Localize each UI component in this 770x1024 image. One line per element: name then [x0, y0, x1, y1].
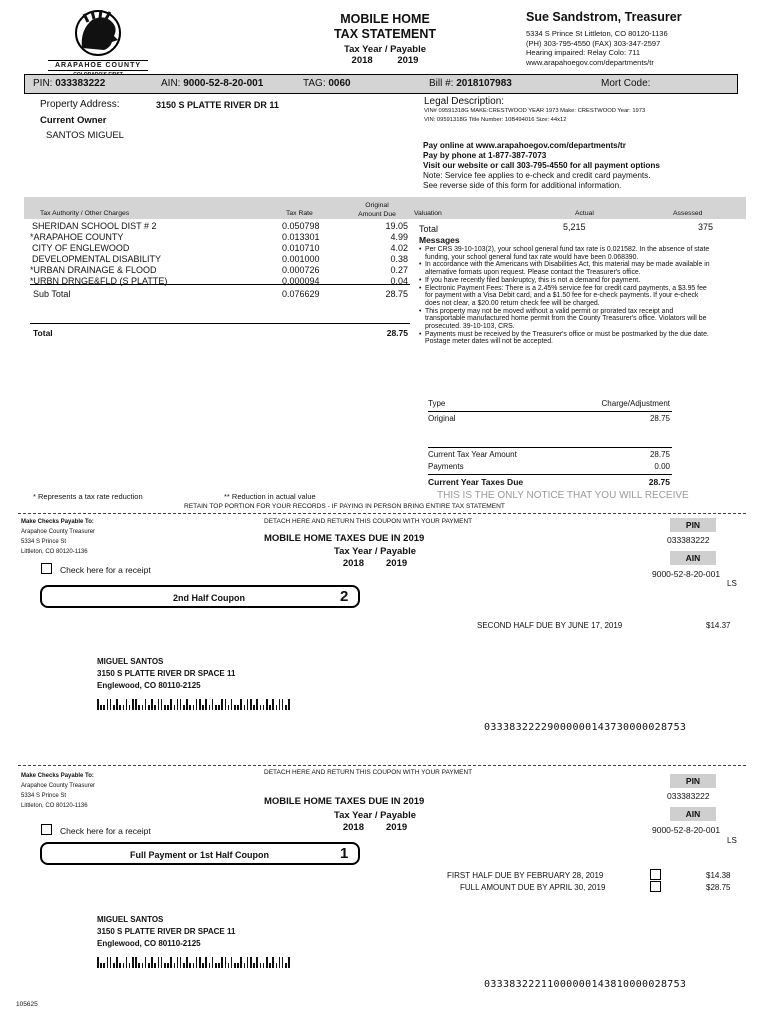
form-number: 105625 — [16, 1001, 38, 1008]
barcode-bar — [272, 699, 274, 710]
perforation-line — [18, 765, 746, 766]
message-item: • Per CRS 39-10-103(2), your school general fund tax rate is 0.021582. In the absence of state funding, your school general fund tax rate would have been 0.068390. — [419, 246, 714, 261]
bill-label: Bill #: — [429, 78, 454, 89]
col-assessed: Assessed — [673, 210, 703, 217]
receipt-label: Check here for a receipt — [60, 826, 151, 836]
barcode-bar — [256, 699, 258, 710]
message-item: • Payments must be received by the Treasurer's office or must be postmarked by the due date. Postage meter dates will not be accepted. — [419, 331, 714, 346]
retain-note: RETAIN TOP PORTION FOR YOUR RECORDS - IF PAYING IN PERSON BRING ENTIRE TAX STATEMENT — [184, 503, 505, 510]
row-authority: *ARAPAHOE COUNTY — [30, 232, 124, 242]
barcode-bar — [244, 963, 246, 968]
barcode-bar — [279, 957, 281, 968]
actual-reduction-note: ** Reduction in actual value — [224, 492, 316, 501]
valuation-total-label: Total — [419, 224, 439, 234]
barcode-bar — [158, 699, 160, 710]
message-item: • Electronic Payment Fees: There is a 2.45% service fee for credit card payments, a $3.95 fee for payment with a Visa Debit card, and a $1.50 fee for e-check payments. If your e-check does not clear, a $20.00 return check fee will be charged. — [419, 285, 714, 308]
county-seal-icon — [48, 10, 148, 56]
barcode-bar — [205, 699, 207, 710]
barcode-bar — [123, 705, 125, 710]
barcode-bar — [266, 957, 268, 968]
barcode-bar — [196, 957, 198, 968]
bill-value: 2018107983 — [456, 78, 512, 89]
total-label: Total — [33, 328, 53, 338]
tag-value: 0060 — [328, 78, 351, 89]
coupon-year: 2018 — [342, 822, 364, 833]
payee-address-2: Littleton, CO 80120-1136 — [21, 803, 88, 809]
barcode-bar — [180, 957, 182, 968]
table-row — [30, 265, 410, 276]
coupon-tax-year — [330, 546, 420, 570]
valuation-actual: 5,215 — [563, 222, 586, 232]
coupon-label: Full Payment or 1st Half Coupon — [130, 850, 270, 860]
barcode-bar — [231, 957, 233, 968]
charges-original-label: Original — [428, 414, 456, 423]
barcode-bar — [132, 699, 134, 710]
coupon-pin: 033383222 — [667, 791, 710, 801]
mailing-address — [97, 656, 235, 692]
barcode-bar — [202, 705, 204, 710]
barcode-bar — [263, 963, 265, 968]
messages-list — [419, 246, 714, 346]
barcode-bar — [228, 963, 230, 968]
total-rule — [30, 323, 410, 324]
pay-reverse: See reverse side of this form for additional information. — [423, 181, 622, 190]
barcode-bar — [177, 957, 179, 968]
message-text: Electronic Payment Fees: There is a 2.45% service fee for credit card payments, a $3.95 fee for payment with a Visa Debit card, and a $1.50 fee for e-check payments. If your e-check does not clear, a $20.00 return check fee will be charged. — [425, 284, 707, 307]
message-text: If you have recently filed bankruptcy, this is not a demand for payment. — [425, 276, 641, 284]
coupon-payable-year: 2019 — [386, 558, 408, 569]
barcode-bar — [212, 957, 214, 968]
coupon-label-box — [40, 585, 360, 608]
coupon-ain: 9000-52-8-20-001 — [652, 569, 721, 579]
treasurer-info — [526, 10, 766, 67]
payments-amount: 0.00 — [654, 462, 670, 471]
pay-note: Note: Service fee applies to e-check and credit card payments. — [423, 171, 651, 180]
barcode-bar — [253, 963, 255, 968]
barcode-bar — [218, 705, 220, 710]
col-original-2: Amount Due — [358, 211, 396, 218]
coupon-tax-year — [330, 810, 420, 834]
row-authority: CITY OF ENGLEWOOD — [32, 243, 130, 253]
message-item: • If you have recently filed bankruptcy, this is not a demand for payment. — [419, 277, 714, 285]
barcode-bar — [142, 963, 144, 968]
col-actual: Actual — [575, 210, 594, 217]
barcode-bar — [247, 699, 249, 710]
postal-barcode — [97, 698, 290, 710]
barcode-bar — [240, 699, 242, 710]
barcode-bar — [269, 963, 271, 968]
tax-year-payable-label: Tax Year / Payable — [343, 44, 427, 55]
legal-description-label: Legal Description: — [424, 96, 505, 107]
barcode-bar — [202, 963, 204, 968]
barcode-bar — [161, 699, 163, 710]
only-notice: THIS IS THE ONLY NOTICE THAT YOU WILL RECEIVE — [437, 490, 689, 501]
barcode-bar — [177, 699, 179, 710]
barcode-bar — [145, 699, 147, 710]
table-row — [30, 254, 410, 265]
row-rate: 0.013301 — [282, 232, 320, 242]
coupon-number: 1 — [340, 845, 349, 862]
barcode-bar — [269, 705, 271, 710]
make-checks-label: Make Checks Payable To: — [21, 519, 94, 525]
treasurer-name: Sue Sandstrom, Treasurer — [526, 10, 682, 24]
tag-label: TAG: — [303, 78, 326, 89]
barcode-bar — [218, 963, 220, 968]
payee-address-1: 5334 S Prince St — [21, 793, 67, 799]
barcode-bar — [135, 699, 137, 710]
current-owner-label: Current Owner — [40, 115, 107, 126]
barcode-bar — [180, 699, 182, 710]
barcode-bar — [116, 957, 118, 968]
pay-options: Visit our website or call 303-795-4550 for all payment options — [423, 161, 660, 170]
property-address: 3150 S PLATTE RIVER DR 11 — [156, 100, 279, 110]
barcode-bar — [97, 699, 99, 710]
barcode-bar — [126, 957, 128, 968]
statement-title-line2: TAX STATEMENT — [333, 27, 437, 41]
barcode-bar — [228, 705, 230, 710]
charges-box — [428, 399, 672, 489]
barcode-bar — [199, 957, 201, 968]
table-row — [30, 276, 410, 287]
barcode-bar — [132, 957, 134, 968]
treasurer-phone: (PH) 303-795-4550 (FAX) 303-347-2597 — [526, 38, 661, 48]
message-text: In accordance with the Americans with Disabilities Act, this material may be made available in alternative formats upon request. Please contact the Treasurer's office. — [425, 261, 710, 277]
barcode-bar — [250, 699, 252, 710]
coupon-ls: LS — [727, 836, 737, 845]
barcode-bar — [253, 705, 255, 710]
messages-title: Messages — [419, 235, 460, 245]
row-authority: *URBN DRNGE&FLD (S PLATTE) — [30, 276, 168, 286]
legal-description-line2: VIN: 09591318G Title Number: 10B494016 Size: 44x12 — [424, 117, 567, 123]
mailing-street: 3150 S PLATTE RIVER DR SPACE 11 — [97, 927, 236, 936]
barcode-bar — [276, 963, 278, 968]
barcode-bar — [167, 963, 169, 968]
charges-original-amount: 28.75 — [649, 414, 670, 423]
col-authority: Tax Authority / Other Charges — [40, 210, 130, 217]
barcode-bar — [215, 963, 217, 968]
postal-barcode — [97, 956, 290, 968]
first-half-due-amount: $14.38 — [706, 871, 731, 880]
barcode-bar — [234, 963, 236, 968]
barcode-bar — [142, 705, 144, 710]
row-rate: 0.001000 — [282, 254, 320, 264]
mailing-street: 3150 S PLATTE RIVER DR SPACE 11 — [97, 669, 236, 678]
barcode-bar — [161, 957, 163, 968]
pay-info — [423, 141, 733, 191]
tax-rows — [30, 221, 410, 287]
coupon-payable-year: 2019 — [386, 822, 408, 833]
row-amount: 4.02 — [390, 243, 408, 253]
coupon-title: MOBILE HOME TAXES DUE IN 2019 — [264, 533, 425, 544]
id-bar — [24, 74, 738, 94]
barcode-bar — [110, 699, 112, 710]
coupon2-payee — [21, 517, 95, 557]
barcode-bar — [113, 963, 115, 968]
coupon-number: 2 — [340, 588, 349, 605]
message-item: • In accordance with the Americans with Disabilities Act, this material may be made available in alternative formats upon request. Please contact the Treasurer's office. — [419, 261, 714, 276]
barcode-bar — [129, 705, 131, 710]
full-amount-due-amount: $28.75 — [706, 883, 731, 892]
ain-badge: AIN — [670, 551, 716, 565]
charges-charge-label: Charge/Adjustment — [601, 399, 670, 408]
statement-title-line1: MOBILE HOME — [340, 12, 430, 26]
barcode-bar — [240, 957, 242, 968]
charges-type-label: Type — [428, 399, 446, 408]
row-authority: DEVELOPMENTAL DISABILITY — [32, 254, 162, 264]
barcode-bar — [193, 705, 195, 710]
barcode-bar — [260, 963, 262, 968]
barcode-bar — [123, 963, 125, 968]
barcode-bar — [113, 705, 115, 710]
table-header — [24, 197, 746, 219]
legal-description-line1: VIN# 09591318G MAKE:CRESTWOOD YEAR 1973 Make: CRESTWOOD Year: 1973 — [424, 108, 646, 114]
barcode-bar — [244, 705, 246, 710]
barcode-bar — [247, 957, 249, 968]
barcode-bar — [186, 957, 188, 968]
barcode-bar — [151, 699, 153, 710]
barcode-bar — [164, 705, 166, 710]
barcode-bar — [158, 957, 160, 968]
barcode-bar — [221, 957, 223, 968]
barcode-bar — [276, 705, 278, 710]
col-valuation: Valuation — [414, 210, 442, 217]
barcode-bar — [263, 705, 265, 710]
first-half-due-label: FIRST HALF DUE BY FEBRUARY 28, 2019 — [447, 871, 604, 880]
barcode-bar — [107, 699, 109, 710]
ain-badge: AIN — [670, 807, 716, 821]
payee-address-1: 5334 S Prince St — [21, 539, 67, 545]
coupon-title: MOBILE HOME TAXES DUE IN 2019 — [264, 796, 425, 807]
pay-online: Pay online at www.arapahoegov.com/departments/tr — [423, 141, 626, 150]
barcode-bar — [164, 963, 166, 968]
barcode-bar — [193, 963, 195, 968]
receipt-checkbox[interactable] — [41, 563, 52, 574]
barcode-bar — [145, 957, 147, 968]
barcode-bar — [170, 699, 172, 710]
barcode-bar — [234, 705, 236, 710]
subtotal-label: Sub Total — [33, 289, 71, 299]
scanline: 03338322229000000143730000028753 — [484, 722, 687, 733]
barcode-bar — [100, 705, 102, 710]
mailing-city: Englewood, CO 80110-2125 — [97, 939, 201, 948]
coupon-ain: 9000-52-8-20-001 — [652, 825, 721, 835]
table-row — [30, 243, 410, 254]
current-owner: SANTOS MIGUEL — [46, 130, 124, 141]
first-half-checkbox[interactable] — [650, 869, 661, 880]
county-logo — [48, 10, 148, 74]
barcode-bar — [183, 705, 185, 710]
second-half-due-label: SECOND HALF DUE BY JUNE 17, 2019 — [477, 621, 623, 630]
barcode-bar — [103, 963, 105, 968]
row-rate: 0.010710 — [282, 243, 320, 253]
barcode-bar — [272, 957, 274, 968]
barcode-bar — [174, 705, 176, 710]
barcode-bar — [288, 957, 290, 968]
barcode-bar — [189, 963, 191, 968]
current-year-amount: 28.75 — [649, 450, 670, 459]
row-rate: 0.050798 — [282, 221, 320, 231]
row-rate: 0.000726 — [282, 265, 320, 275]
subtotal-amount: 28.75 — [385, 289, 408, 299]
pin-label: PIN: — [33, 78, 53, 89]
payments-label: Payments — [428, 462, 464, 471]
coupon-ls: LS — [727, 579, 737, 588]
table-row — [30, 221, 410, 232]
barcode-bar — [221, 699, 223, 710]
barcode-bar — [151, 957, 153, 968]
row-amount: 0.38 — [390, 254, 408, 264]
barcode-bar — [237, 963, 239, 968]
barcode-bar — [212, 699, 214, 710]
barcode-bar — [154, 963, 156, 968]
barcode-bar — [266, 699, 268, 710]
treasurer-address: 5334 S Prince St Littleton, CO 80120-1136 — [526, 29, 668, 38]
barcode-bar — [279, 699, 281, 710]
barcode-bar — [196, 699, 198, 710]
receipt-label: Check here for a receipt — [60, 565, 151, 575]
barcode-bar — [126, 699, 128, 710]
mort-code-label: Mort Code: — [601, 78, 651, 89]
property-address-label: Property Address: — [40, 99, 120, 110]
barcode-bar — [225, 957, 227, 968]
row-authority: SHERIDAN SCHOOL DIST # 2 — [32, 221, 157, 231]
barcode-bar — [135, 957, 137, 968]
coupon-label: 2nd Half Coupon — [173, 593, 245, 603]
subtotal-rate: 0.076629 — [282, 289, 320, 299]
statement-title — [300, 12, 470, 66]
row-amount: 4.99 — [390, 232, 408, 242]
receipt-checkbox[interactable] — [41, 824, 52, 835]
table-row — [30, 232, 410, 243]
barcode-bar — [282, 699, 284, 710]
coupon-tax-year-label: Tax Year / Payable — [333, 810, 417, 821]
row-amount: 19.05 — [385, 221, 408, 231]
barcode-bar — [225, 699, 227, 710]
barcode-bar — [250, 957, 252, 968]
barcode-bar — [138, 963, 140, 968]
mailing-city: Englewood, CO 80110-2125 — [97, 681, 201, 690]
barcode-bar — [205, 957, 207, 968]
row-amount: 0.04 — [390, 276, 408, 286]
message-text: Per CRS 39-10-103(2), your school general fund tax rate is 0.021582. In the absence of state funding, your school general fund tax rate would have been 0.068390. — [425, 246, 710, 261]
pay-phone: Pay by phone at 1-877-387-7073 — [423, 151, 547, 160]
payable-year: 2019 — [397, 55, 419, 66]
pin-value: 033383222 — [55, 78, 106, 89]
treasurer-website: www.arapahoegov.com/departments/tr — [526, 57, 654, 67]
coupon-year: 2018 — [342, 558, 364, 569]
barcode-bar — [119, 705, 121, 710]
col-rate: Tax Rate — [286, 210, 313, 217]
treasurer-hearing: Hearing impaired: Relay Colo: 711 — [526, 48, 641, 57]
payee-name: Arapahoe County Treasurer — [21, 783, 96, 789]
barcode-bar — [167, 705, 169, 710]
barcode-bar — [174, 963, 176, 968]
mailing-address — [97, 914, 235, 950]
barcode-bar — [215, 705, 217, 710]
barcode-bar — [107, 957, 109, 968]
payee-address-2: Littleton, CO 80120-1136 — [21, 549, 88, 555]
col-original-1: Original — [365, 202, 389, 209]
total-amount: 28.75 — [386, 328, 408, 338]
coupon-label-box — [40, 842, 360, 865]
barcode-bar — [148, 963, 150, 968]
mailing-name: MIGUEL SANTOS — [97, 657, 164, 666]
county-name: ARAPAHOE COUNTY — [48, 60, 148, 71]
coupon-tax-year-label: Tax Year / Payable — [333, 546, 417, 557]
row-authority: *URBAN DRAINAGE & FLOOD — [30, 265, 157, 275]
taxes-due-label: Current Year Taxes Due — [428, 477, 524, 487]
scanline: 03338322211000000143810000028753 — [484, 979, 687, 990]
message-text: This property may not be moved without a valid permit or prorated tax receipt and transportable manufactured home permit from the County Treasurer's office. Violators will be prosecuted. 39-10-103, CRS. — [425, 307, 707, 331]
col-original — [342, 201, 412, 219]
barcode-bar — [260, 705, 262, 710]
barcode-bar — [97, 957, 99, 968]
barcode-bar — [183, 963, 185, 968]
tax-year: 2018 — [351, 55, 373, 66]
detach-note: DETACH HERE AND RETURN THIS COUPON WITH YOUR PAYMENT — [264, 518, 473, 525]
subtotal-rule — [30, 284, 410, 285]
coupon-pin: 033383222 — [667, 535, 710, 545]
barcode-bar — [138, 705, 140, 710]
barcode-bar — [285, 963, 287, 968]
ain-label: AIN: — [161, 78, 181, 89]
barcode-bar — [288, 699, 290, 710]
barcode-bar — [209, 963, 211, 968]
barcode-bar — [285, 705, 287, 710]
make-checks-label: Make Checks Payable To: — [21, 773, 94, 779]
barcode-bar — [231, 699, 233, 710]
barcode-bar — [189, 705, 191, 710]
barcode-bar — [110, 957, 112, 968]
perforation-line — [18, 513, 746, 514]
current-year-label: Current Tax Year Amount — [428, 450, 517, 459]
valuation-assessed: 375 — [698, 222, 714, 232]
barcode-bar — [100, 963, 102, 968]
detach-note: DETACH HERE AND RETURN THIS COUPON WITH YOUR PAYMENT — [264, 769, 473, 776]
second-half-due-amount: $14.37 — [706, 621, 731, 630]
barcode-bar — [154, 705, 156, 710]
row-rate: 0.000094 — [282, 276, 320, 286]
rate-reduction-note: * Represents a tax rate reduction — [33, 492, 143, 501]
ain-value: 9000-52-8-20-001 — [183, 78, 264, 89]
mailing-name: MIGUEL SANTOS — [97, 915, 164, 924]
barcode-bar — [199, 699, 201, 710]
barcode-bar — [103, 705, 105, 710]
barcode-bar — [256, 957, 258, 968]
barcode-bar — [209, 705, 211, 710]
barcode-bar — [186, 699, 188, 710]
barcode-bar — [282, 957, 284, 968]
barcode-bar — [119, 963, 121, 968]
taxes-due-amount: 28.75 — [648, 477, 670, 487]
pin-badge: PIN — [670, 774, 716, 788]
barcode-bar — [148, 705, 150, 710]
message-item: • This property may not be moved without a valid permit or prorated tax receipt and transportable manufactured home permit from the County Treasurer's office. Violators will be prosecuted. 39-10-103, CRS. — [419, 308, 714, 331]
barcode-bar — [237, 705, 239, 710]
barcode-bar — [170, 957, 172, 968]
full-amount-due-label: FULL AMOUNT DUE BY APRIL 30, 2019 — [460, 883, 606, 892]
barcode-bar — [116, 699, 118, 710]
full-amount-checkbox[interactable] — [650, 881, 661, 892]
row-amount: 0.27 — [390, 265, 408, 275]
payee-name: Arapahoe County Treasurer — [21, 529, 96, 535]
barcode-bar — [129, 963, 131, 968]
message-text: Payments must be received by the Treasurer's office or must be postmarked by the due date. Postage meter dates will not be accepted. — [425, 330, 709, 346]
pin-badge: PIN — [670, 518, 716, 532]
coupon1-payee — [21, 771, 95, 811]
